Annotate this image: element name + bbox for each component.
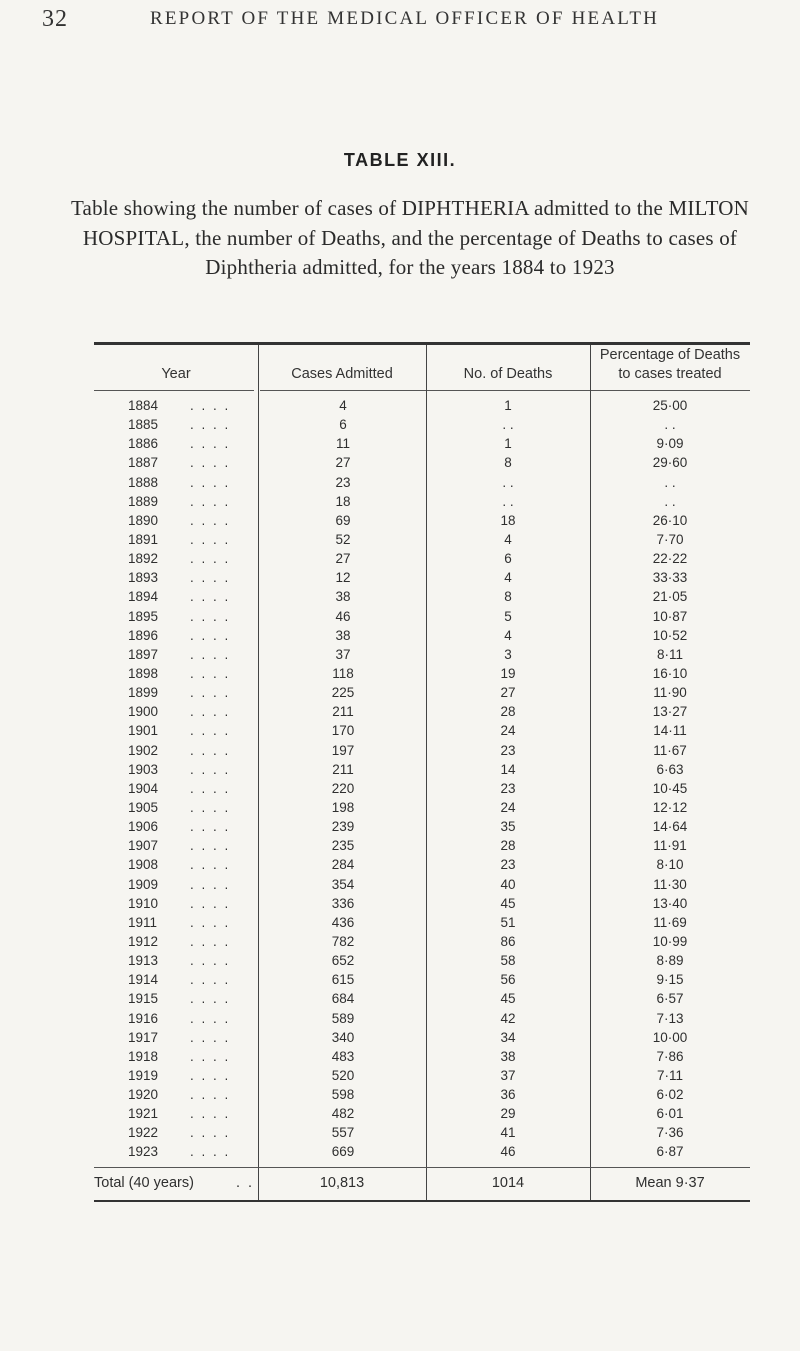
year-cell: 1893 xyxy=(128,570,159,586)
cases-cell: 46 xyxy=(335,608,351,624)
cases-cell: 336 xyxy=(331,895,355,911)
deaths-cell: 86 xyxy=(500,933,516,949)
year-cell: 1921 xyxy=(128,1106,159,1122)
percentage-cell: 13·40 xyxy=(652,895,688,911)
percentage-cell: 6·87 xyxy=(656,1144,684,1160)
percentage-cell: 8·11 xyxy=(656,646,684,662)
year-cell: 1919 xyxy=(128,1067,159,1083)
cases-cell: 354 xyxy=(331,876,355,892)
percentage-cell: 11·67 xyxy=(653,742,687,758)
leader-dots: . . . . xyxy=(190,761,231,777)
leader-dots: . . . . xyxy=(190,1125,231,1141)
cases-cell: 211 xyxy=(332,761,354,777)
total-row xyxy=(94,1173,750,1197)
cases-cell: 69 xyxy=(335,512,351,528)
deaths-cell: 38 xyxy=(500,1048,516,1064)
deaths-cell: 34 xyxy=(500,1029,516,1045)
percentage-cell: 11·30 xyxy=(653,876,687,892)
deaths-cell: . . xyxy=(502,493,514,509)
deaths-cell: 37 xyxy=(500,1067,516,1083)
percentage-cell: 16·10 xyxy=(652,665,688,681)
leader-dots: . . . . xyxy=(190,512,231,528)
percentage-cell: 9·09 xyxy=(656,436,684,452)
leader-dots: . . . . xyxy=(190,780,231,796)
cases-cell: 220 xyxy=(331,780,355,796)
cases-cell: 38 xyxy=(335,589,351,605)
cases-cell: 615 xyxy=(331,972,355,988)
column-header-percentage-line1: Percentage of Deaths xyxy=(599,347,741,363)
year-cell: 1911 xyxy=(128,914,158,930)
cases-cell: 589 xyxy=(331,1010,355,1026)
deaths-cell: 19 xyxy=(500,665,516,681)
leader-dots: . . . . xyxy=(190,665,231,681)
table-row xyxy=(94,435,750,454)
cases-cell: 239 xyxy=(331,819,355,835)
year-cell: 1892 xyxy=(128,551,159,567)
deaths-cell: 24 xyxy=(500,799,516,815)
running-title: REPORT OF THE MEDICAL OFFICER OF HEALTH xyxy=(150,8,660,29)
percentage-cell: 6·02 xyxy=(656,1087,684,1103)
percentage-cell: 12·12 xyxy=(652,799,688,815)
deaths-cell: 42 xyxy=(500,1010,516,1026)
leader-dots: . . . . xyxy=(190,895,231,911)
percentage-cell: 6·63 xyxy=(656,761,684,777)
deaths-cell: 27 xyxy=(500,685,516,701)
deaths-cell: 14 xyxy=(500,761,516,777)
deaths-cell: 4 xyxy=(504,531,512,547)
percentage-cell: 8·10 xyxy=(656,857,684,873)
year-cell: 1900 xyxy=(128,704,159,720)
year-cell: 1902 xyxy=(128,742,159,758)
cases-cell: 652 xyxy=(331,953,355,969)
column-header-year: Year xyxy=(161,366,191,382)
leader-dots: . . . . xyxy=(190,570,231,586)
year-cell: 1913 xyxy=(128,953,159,969)
year-cell: 1896 xyxy=(128,627,159,643)
year-cell: 1901 xyxy=(128,723,159,739)
deaths-cell: 35 xyxy=(500,819,516,835)
leader-dots: . . . . xyxy=(190,474,231,490)
percentage-cell: 7·13 xyxy=(656,1010,684,1026)
total-rule xyxy=(94,1167,750,1168)
deaths-cell: . . xyxy=(502,474,514,490)
deaths-cell: 3 xyxy=(504,646,512,662)
leader-dots: . . . . xyxy=(190,914,231,930)
column-header-deaths: No. of Deaths xyxy=(463,366,553,382)
deaths-cell: 46 xyxy=(500,1144,516,1160)
deaths-cell: 8 xyxy=(504,589,512,605)
cases-cell: 598 xyxy=(331,1087,355,1103)
percentage-cell: 7·70 xyxy=(656,531,684,547)
year-cell: 1916 xyxy=(128,1010,159,1026)
leader-dots: . . . . xyxy=(190,742,231,758)
table-row xyxy=(94,1124,750,1143)
table-body xyxy=(94,397,750,1163)
year-cell: 1894 xyxy=(128,589,159,605)
page-number: 32 xyxy=(42,6,68,32)
deaths-cell: 36 xyxy=(500,1087,516,1103)
table-row xyxy=(94,780,750,799)
table-row xyxy=(94,799,750,818)
leader-dots: . . . . xyxy=(190,531,231,547)
percentage-cell: 11·90 xyxy=(653,685,687,701)
cases-cell: 6 xyxy=(339,417,347,433)
leader-dots: . . . . xyxy=(190,838,231,854)
cases-cell: 557 xyxy=(331,1125,355,1141)
percentage-cell: . . xyxy=(664,417,676,433)
mean-percentage: Mean 9·37 xyxy=(635,1175,705,1191)
table-row xyxy=(94,588,750,607)
leader-dots: . . . . xyxy=(190,685,231,701)
table-row xyxy=(94,1105,750,1124)
cases-cell: 684 xyxy=(331,991,355,1007)
cases-cell: 197 xyxy=(331,742,355,758)
percentage-cell: 10·99 xyxy=(652,933,688,949)
year-cell: 1884 xyxy=(128,398,159,413)
year-cell: 1886 xyxy=(128,436,159,452)
leader-dots: . . . . xyxy=(190,857,231,873)
percentage-cell: 8·89 xyxy=(656,953,684,969)
year-cell: 1923 xyxy=(128,1144,159,1160)
cases-cell: 520 xyxy=(331,1067,355,1083)
leader-dots: . . . . xyxy=(190,398,231,413)
year-cell: 1890 xyxy=(128,512,159,528)
table-row xyxy=(94,818,750,837)
cases-cell: 284 xyxy=(331,857,355,873)
running-head xyxy=(42,6,758,38)
table-row xyxy=(94,1029,750,1048)
cases-cell: 170 xyxy=(331,723,355,739)
table-row xyxy=(94,703,750,722)
column-header-percentage-line2: to cases treated xyxy=(618,366,722,382)
deaths-cell: 56 xyxy=(500,972,516,988)
table-row xyxy=(94,1143,750,1162)
year-cell: 1904 xyxy=(128,780,159,796)
deaths-cell: 23 xyxy=(500,857,516,873)
bottom-rule xyxy=(94,1200,750,1202)
deaths-cell: 58 xyxy=(500,953,516,969)
year-cell: 1922 xyxy=(128,1125,159,1141)
year-cell: 1905 xyxy=(128,799,159,815)
leader-dots: . . . . xyxy=(190,972,231,988)
table-row xyxy=(94,397,750,416)
table-row xyxy=(94,914,750,933)
year-cell: 1914 xyxy=(128,972,159,988)
year-cell: 1899 xyxy=(128,685,159,701)
deaths-cell: 24 xyxy=(500,723,516,739)
percentage-cell: 7·86 xyxy=(656,1048,684,1064)
percentage-cell: 29·60 xyxy=(652,455,688,471)
year-cell: 1906 xyxy=(128,819,159,835)
year-cell: 1912 xyxy=(128,933,159,949)
table-row xyxy=(94,493,750,512)
leader-dots: . . . . xyxy=(190,723,231,739)
leader-dots: . . . . xyxy=(190,1106,231,1122)
total-cases: 10,813 xyxy=(319,1175,365,1191)
table-row xyxy=(94,512,750,531)
percentage-cell: 9·15 xyxy=(656,972,684,988)
percentage-cell: 7·11 xyxy=(656,1067,684,1083)
cases-cell: 27 xyxy=(335,551,351,567)
table-row xyxy=(94,1067,750,1086)
year-cell: 1907 xyxy=(128,838,159,854)
table-row xyxy=(94,646,750,665)
leader-dots: . . . . xyxy=(190,627,231,643)
cases-cell: 23 xyxy=(335,474,351,490)
year-cell: 1908 xyxy=(128,857,159,873)
year-cell: 1915 xyxy=(128,991,159,1007)
year-cell: 1885 xyxy=(128,417,159,433)
table-row xyxy=(94,722,750,741)
leader-dots: . . . . xyxy=(190,819,231,835)
cases-cell: 118 xyxy=(332,665,354,681)
percentage-cell: 22·22 xyxy=(652,551,688,567)
year-cell: 1898 xyxy=(128,665,159,681)
leader-dots: . . . . xyxy=(190,1144,231,1160)
leader-dots: . . . . xyxy=(190,799,231,815)
deaths-cell: 8 xyxy=(504,455,512,471)
cases-cell: 27 xyxy=(335,455,351,471)
percentage-cell: 26·10 xyxy=(652,512,688,528)
leader-dots: . . . . xyxy=(190,493,231,509)
deaths-cell: 45 xyxy=(500,895,516,911)
table-row xyxy=(94,1010,750,1029)
deaths-cell: 28 xyxy=(500,704,516,720)
cases-cell: 198 xyxy=(331,799,355,815)
deaths-cell: . . xyxy=(502,417,514,433)
leader-dots: . . . . xyxy=(190,1087,231,1103)
deaths-cell: 23 xyxy=(500,742,516,758)
deaths-cell: 5 xyxy=(504,608,512,624)
cases-cell: 211 xyxy=(332,704,354,720)
total-label: Total (40 years) xyxy=(94,1175,194,1191)
deaths-cell: 4 xyxy=(504,627,512,643)
total-leader: . . xyxy=(236,1175,255,1191)
year-cell: 1903 xyxy=(128,761,159,777)
table-row xyxy=(94,684,750,703)
cases-cell: 235 xyxy=(331,838,355,854)
percentage-cell: 10·45 xyxy=(652,780,688,796)
table-row xyxy=(94,1086,750,1105)
table-row xyxy=(94,569,750,588)
percentage-cell: 33·33 xyxy=(652,570,688,586)
table-row xyxy=(94,856,750,875)
deaths-cell: 1 xyxy=(504,398,512,413)
table-row xyxy=(94,416,750,435)
percentage-cell: . . xyxy=(664,474,676,490)
table-row xyxy=(94,550,750,569)
deaths-cell: 28 xyxy=(500,838,516,854)
table-caption: Table showing the number of cases of DIPHTHERIA admitted to the MILTON HOSPITAL, the number of Deaths, and the percentage of Deaths to cases of Diphtheria admitted, for the years 1884 to 1923 xyxy=(70,196,749,279)
column-header-cases: Cases Admitted xyxy=(291,366,393,382)
deaths-cell: 4 xyxy=(504,570,512,586)
deaths-cell: 51 xyxy=(500,914,516,930)
table-row xyxy=(94,742,750,761)
year-cell: 1895 xyxy=(128,608,159,624)
percentage-cell: 11·91 xyxy=(653,838,687,854)
deaths-cell: 41 xyxy=(500,1125,516,1141)
year-cell: 1909 xyxy=(128,876,159,892)
year-cell: 1910 xyxy=(128,895,159,911)
leader-dots: . . . . xyxy=(190,1048,231,1064)
table-row xyxy=(94,876,750,895)
leader-dots: . . . . xyxy=(190,646,231,662)
leader-dots: . . . . xyxy=(190,417,231,433)
table-row xyxy=(94,895,750,914)
year-cell: 1891 xyxy=(128,531,159,547)
cases-cell: 52 xyxy=(335,531,351,547)
cases-cell: 436 xyxy=(331,914,355,930)
leader-dots: . . . . xyxy=(190,589,231,605)
deaths-cell: 1 xyxy=(504,436,512,452)
percentage-cell: 13·27 xyxy=(652,704,688,720)
year-cell: 1888 xyxy=(128,474,159,490)
data-table xyxy=(94,342,750,1191)
cases-cell: 782 xyxy=(331,933,355,949)
percentage-cell: 6·57 xyxy=(656,991,684,1007)
table-row xyxy=(94,474,750,493)
header-rule-data xyxy=(260,390,750,391)
table-row xyxy=(94,952,750,971)
deaths-cell: 29 xyxy=(500,1106,516,1122)
leader-dots: . . . . xyxy=(190,455,231,471)
header-rule-year xyxy=(94,390,254,391)
table-row xyxy=(94,837,750,856)
leader-dots: . . . . xyxy=(190,551,231,567)
leader-dots: . . . . xyxy=(190,933,231,949)
leader-dots: . . . . xyxy=(190,991,231,1007)
leader-dots: . . . . xyxy=(190,1029,231,1045)
deaths-cell: 18 xyxy=(500,512,516,528)
percentage-cell: 6·01 xyxy=(656,1106,684,1122)
leader-dots: . . . . xyxy=(190,608,231,624)
percentage-cell: 10·00 xyxy=(652,1029,688,1045)
percentage-cell: 25·00 xyxy=(652,398,688,413)
leader-dots: . . . . xyxy=(190,704,231,720)
cases-cell: 340 xyxy=(331,1029,355,1045)
column-header-percentage xyxy=(590,346,750,384)
percentage-cell: . . xyxy=(664,493,676,509)
leader-dots: . . . . xyxy=(190,953,231,969)
cases-cell: 12 xyxy=(335,570,351,586)
cases-cell: 38 xyxy=(335,627,351,643)
year-cell: 1917 xyxy=(128,1029,159,1045)
cases-cell: 482 xyxy=(331,1106,355,1122)
deaths-cell: 45 xyxy=(500,991,516,1007)
percentage-cell: 11·69 xyxy=(653,914,687,930)
cases-cell: 18 xyxy=(335,493,351,509)
deaths-cell: 6 xyxy=(504,551,512,567)
year-cell: 1918 xyxy=(128,1048,159,1064)
table-row xyxy=(94,1048,750,1067)
leader-dots: . . . . xyxy=(190,1067,231,1083)
percentage-cell: 14·11 xyxy=(653,723,687,739)
deaths-cell: 40 xyxy=(500,876,516,892)
year-cell: 1920 xyxy=(128,1087,159,1103)
cases-cell: 669 xyxy=(331,1144,355,1160)
cases-cell: 37 xyxy=(335,646,351,662)
percentage-cell: 10·87 xyxy=(652,608,688,624)
year-cell: 1887 xyxy=(128,455,159,471)
percentage-cell: 21·05 xyxy=(652,589,688,605)
deaths-cell: 23 xyxy=(500,780,516,796)
cases-cell: 11 xyxy=(335,436,350,452)
leader-dots: . . . . xyxy=(190,436,231,452)
table-row xyxy=(94,761,750,780)
year-cell: 1897 xyxy=(128,646,159,662)
table-header xyxy=(94,345,750,390)
table-row xyxy=(94,531,750,550)
cases-cell: 4 xyxy=(339,398,347,413)
percentage-cell: 7·36 xyxy=(656,1125,684,1141)
table-title: TABLE XIII. xyxy=(343,150,457,170)
cases-cell: 225 xyxy=(331,685,355,701)
table-row xyxy=(94,608,750,627)
table-row xyxy=(94,454,750,473)
leader-dots: . . . . xyxy=(190,1010,231,1026)
cases-cell: 483 xyxy=(331,1048,355,1064)
table-row xyxy=(94,665,750,684)
percentage-cell: 10·52 xyxy=(652,627,688,643)
leader-dots: . . . . xyxy=(190,876,231,892)
percentage-cell: 14·64 xyxy=(652,819,688,835)
total-deaths: 1014 xyxy=(491,1175,525,1191)
year-cell: 1889 xyxy=(128,493,159,509)
table-row xyxy=(94,990,750,1009)
table-row xyxy=(94,971,750,990)
table-row xyxy=(94,933,750,952)
table-row xyxy=(94,627,750,646)
